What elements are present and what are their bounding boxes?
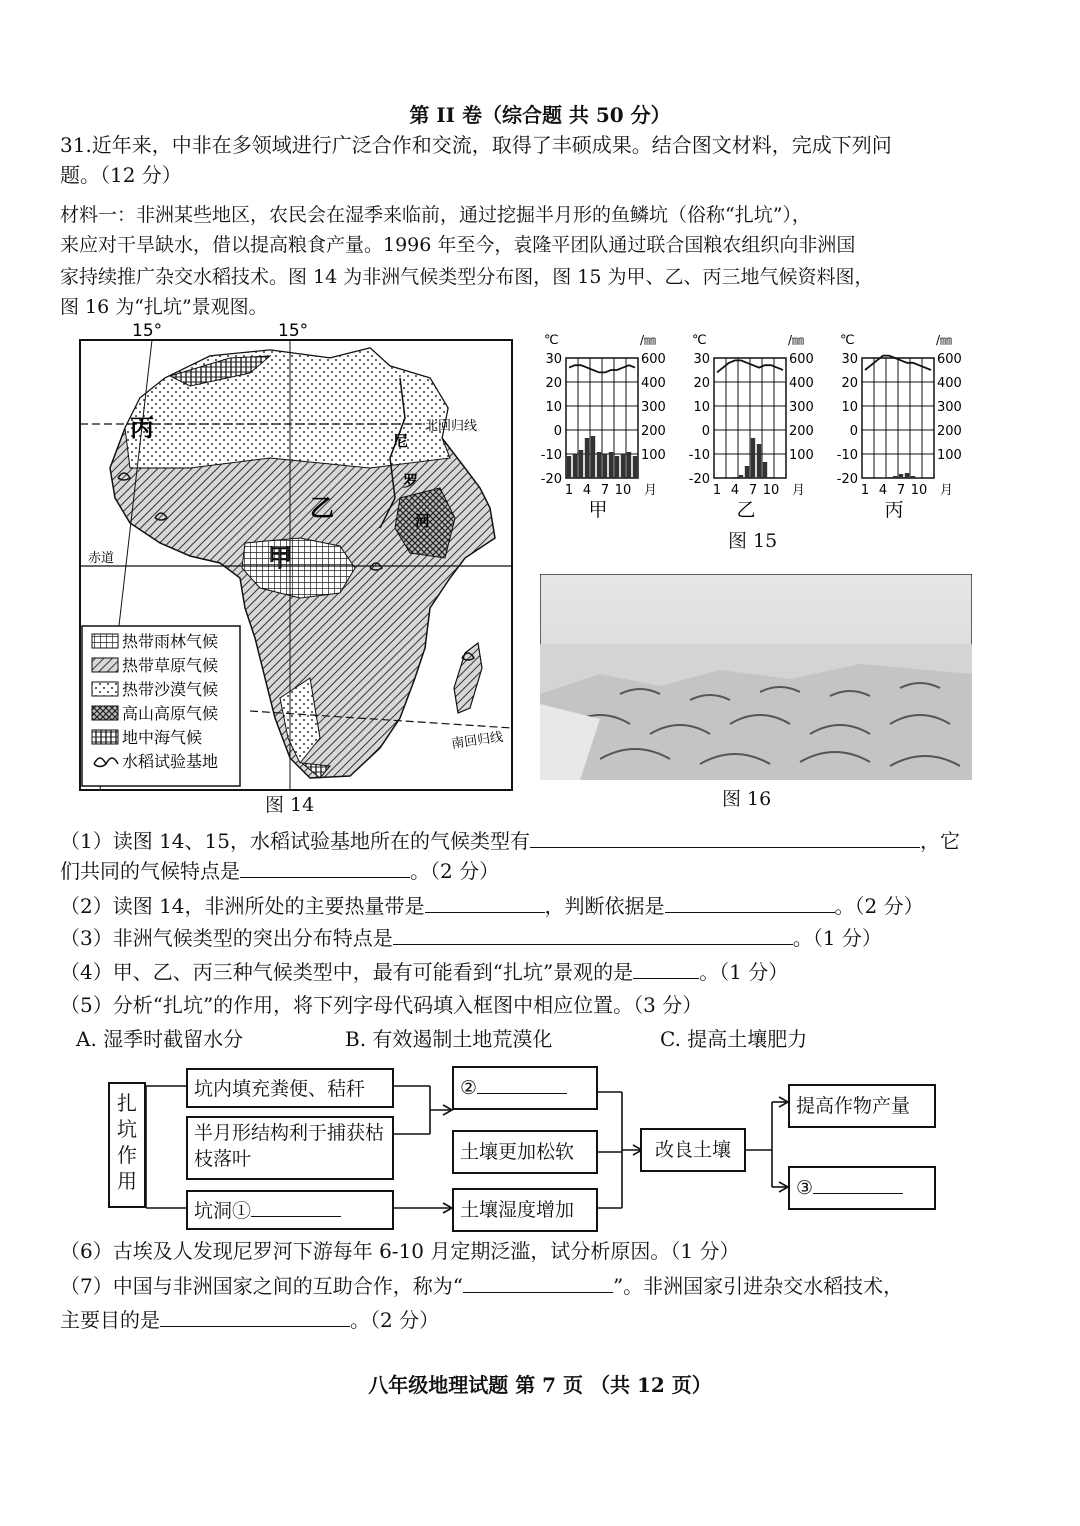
precip-tick-label: 300: [937, 400, 962, 415]
q1-text-d: 。（2 分）: [410, 859, 500, 883]
chart-label: 乙: [736, 499, 756, 518]
precip-tick-label: 300: [789, 400, 814, 415]
q2-blank-heat-zone[interactable]: [425, 890, 545, 913]
flow-box-yield: 提高作物产量: [788, 1084, 936, 1128]
q1-blank-climate-feature[interactable]: [240, 855, 410, 878]
x-tick-label: 月: [940, 483, 954, 498]
temp-tick-label: -20: [688, 472, 710, 487]
question-intro-line2: 题。（12 分）: [60, 163, 182, 187]
x-tick-label: 1: [860, 483, 870, 498]
blank-2[interactable]: [477, 1073, 567, 1094]
precip-tick-label: 400: [789, 376, 814, 391]
temp-tick-label: -20: [540, 472, 562, 487]
precip-tick-label: 100: [789, 448, 814, 463]
precip-tick-label: 100: [937, 448, 962, 463]
legend-label-desert: 热带沙漠气候: [122, 680, 219, 699]
lon-left-label: 15°: [132, 321, 163, 341]
flow-box-hole: [186, 1190, 394, 1230]
x-tick-label: 10: [614, 483, 632, 498]
q7-text-c: 主要目的是: [60, 1308, 160, 1332]
q7-text-d: 。（2 分）: [350, 1308, 440, 1332]
precip-tick-label: 200: [937, 424, 962, 439]
temp-tick-label: 0: [701, 424, 710, 439]
region-bing-label: 丙: [130, 414, 154, 442]
x-tick-label: 7: [748, 483, 758, 498]
river-luo-label: 罗: [403, 472, 419, 490]
q4-text-b: 。（1 分）: [699, 960, 789, 984]
q2-text-a: （2）读图 14，非洲所处的主要热量带是: [60, 894, 425, 918]
legend-swatch-highland: [92, 706, 118, 720]
q1-text-a: （1）读图 14、15，水稻试验基地所在的气候类型有: [60, 829, 530, 853]
precip-tick-label: 600: [937, 352, 962, 367]
q4-line: [60, 956, 788, 987]
river-ni-label: 尼: [393, 432, 409, 450]
temp-tick-label: 30: [693, 352, 710, 367]
equator-label: 赤道: [88, 551, 115, 566]
q1-text-b: ，它: [919, 829, 960, 853]
legend-label-rice: 水稻试验基地: [122, 752, 219, 771]
flow-box-3: [788, 1166, 936, 1210]
flow-box-soil-loose: 土壤更加松软: [452, 1130, 598, 1174]
option-b: B. 有效遏制土地荒漠化: [345, 1027, 553, 1051]
flow-box-hole-text: 坑洞①: [194, 1200, 252, 1222]
photo-caption: 图 16: [722, 788, 772, 810]
q3-line: [60, 922, 882, 953]
legend-swatch-mediterranean: [92, 730, 118, 744]
x-tick-label: 4: [878, 483, 888, 498]
precip-bar: [579, 450, 583, 478]
climate-charts: [530, 318, 970, 518]
q2-line: [60, 890, 924, 921]
climate-caption: 图 15: [728, 530, 778, 552]
page-footer: 八年级地理试题 第 7 页 （共 12 页）: [368, 1373, 712, 1397]
chart-label: 丙: [884, 499, 904, 518]
temp-tick-label: -10: [688, 448, 710, 463]
q3-text-b: 。（1 分）: [792, 926, 882, 950]
q7-blank-purpose[interactable]: [160, 1304, 350, 1327]
flow-box-soil-moisture: 土壤湿度增加: [452, 1188, 598, 1232]
precip-unit-label: /㎜: [788, 333, 805, 347]
q7-blank-cooperation[interactable]: [463, 1270, 613, 1293]
legend-label-highland: 高山高原气候: [122, 704, 219, 723]
q3-text-a: （3）非洲气候类型的突出分布特点是: [60, 926, 393, 950]
q7-text-b: ”。非洲国家引进杂交水稻技术，: [612, 1274, 904, 1298]
option-a: A. 湿季时截留水分: [76, 1027, 244, 1051]
tropic-cancer-label: 北回归线: [425, 419, 478, 434]
flow-box-fill: 坑内填充粪便、秸秆: [186, 1068, 394, 1108]
precip-bar: [893, 476, 897, 478]
region-yi-label: 乙: [310, 494, 334, 522]
flow-box-2: [452, 1066, 598, 1110]
x-tick-label: 10: [910, 483, 928, 498]
precip-bar: [911, 476, 915, 478]
temp-unit-label: ℃: [840, 333, 855, 348]
region-jia-label: 甲: [268, 544, 292, 572]
blank-3[interactable]: [813, 1173, 903, 1194]
blank-1[interactable]: [251, 1196, 341, 1217]
flow-box-2-label: ②: [460, 1077, 478, 1099]
x-tick-label: 4: [582, 483, 592, 498]
section-title: 第 II 卷（综合题 共 50 分）: [409, 103, 671, 127]
precip-bar: [591, 436, 595, 478]
precip-bar: [567, 456, 571, 478]
x-tick-label: 1: [564, 483, 574, 498]
temp-tick-label: 0: [553, 424, 562, 439]
flow-title-box: 扎坑作用: [108, 1082, 146, 1208]
precip-bar: [769, 477, 773, 478]
legend-label-mediterranean: 地中海气候: [122, 728, 203, 747]
precip-bar: [627, 452, 631, 478]
legend-swatch-desert: [92, 682, 118, 696]
precip-bar: [745, 466, 749, 478]
q7-line2: [60, 1304, 439, 1335]
q4-blank-answer[interactable]: [633, 956, 699, 979]
q5-line: （5）分析“扎坑”的作用，将下列字母代码填入框图中相应位置。（3 分）: [60, 993, 703, 1017]
q2-text-c: 。（2 分）: [834, 894, 924, 918]
q7-line1: [60, 1270, 903, 1301]
precip-bar: [609, 452, 613, 478]
q6-line: （6）古埃及人发现尼罗河下游每年 6-10 月定期泛滥，试分析原因。（1 分）: [60, 1239, 740, 1263]
zakeng-photo: [540, 574, 972, 780]
flow-box-half-moon: 半月形结构利于捕获枯枝落叶: [186, 1116, 394, 1180]
material-line2: 来应对干旱缺水，借以提高粮食产量。1996 年至今，袁隆平团队通过联合国粮农组织向非洲国: [60, 234, 856, 256]
temp-unit-label: ℃: [544, 333, 559, 348]
tropic-capricorn-label: 南回归线: [450, 729, 505, 752]
precip-tick-label: 600: [641, 352, 666, 367]
precip-bar: [899, 474, 903, 478]
temp-tick-label: 30: [841, 352, 858, 367]
flow-box-3-label: ③: [796, 1177, 814, 1199]
precip-bar: [763, 462, 767, 478]
precip-tick-label: 400: [641, 376, 666, 391]
legend-swatch-rainforest: [92, 634, 118, 648]
x-tick-label: 7: [600, 483, 610, 498]
x-tick-label: 月: [644, 483, 658, 498]
q1-text-c: 们共同的气候特点是: [60, 859, 240, 883]
temp-tick-label: 0: [849, 424, 858, 439]
option-c: C. 提高土壤肥力: [660, 1027, 808, 1051]
x-tick-label: 7: [896, 483, 906, 498]
temp-tick-label: -10: [836, 448, 858, 463]
lon-right-label: 15°: [278, 321, 309, 341]
precip-bar: [633, 456, 637, 478]
temp-tick-label: 20: [841, 376, 858, 391]
material-line3: 家持续推广杂交水稻技术。图 14 为非洲气候类型分布图，图 15 为甲、乙、丙三地气候资料图，: [60, 266, 874, 288]
chart-label: 甲: [588, 499, 608, 518]
temp-tick-label: 10: [841, 400, 858, 415]
precip-bar: [597, 452, 601, 478]
precip-bar: [887, 477, 891, 478]
legend-label-rainforest: 热带雨林气候: [122, 632, 219, 651]
precip-bar: [621, 454, 625, 478]
material-line1: 材料一：非洲某些地区，农民会在湿季来临前，通过挖掘半月形的鱼鳞坑（俗称“扎坑”），: [60, 204, 811, 226]
precip-unit-label: /㎜: [640, 333, 657, 347]
africa-climate-map: [70, 318, 520, 798]
precip-bar: [615, 456, 619, 478]
temp-tick-label: 30: [545, 352, 562, 367]
precip-bar: [905, 473, 909, 478]
q1-line2: [60, 855, 499, 886]
precip-bar: [739, 475, 743, 478]
precip-bar: [751, 438, 755, 478]
q2-blank-basis[interactable]: [665, 890, 835, 913]
x-tick-label: 1: [712, 483, 722, 498]
precip-tick-label: 200: [789, 424, 814, 439]
temp-tick-label: -20: [836, 472, 858, 487]
legend-swatch-savanna: [92, 658, 118, 672]
flow-box-improve-soil: 改良土壤: [640, 1128, 746, 1172]
x-tick-label: 月: [792, 483, 806, 498]
legend-label-savanna: 热带草原气候: [122, 656, 219, 675]
material-line4: 图 16 为“扎坑”景观图。: [60, 296, 268, 318]
temp-unit-label: ℃: [692, 333, 707, 348]
x-tick-label: 4: [730, 483, 740, 498]
q2-text-b: ，判断依据是: [544, 894, 665, 918]
map-caption: 图 14: [265, 794, 315, 816]
precip-bar: [733, 477, 737, 478]
precip-bar: [757, 444, 761, 478]
q4-text-a: （4）甲、乙、丙三种气候类型中，最有可能看到“扎坑”景观的是: [60, 960, 634, 984]
precip-tick-label: 200: [641, 424, 666, 439]
q1-blank-climate-types[interactable]: [530, 825, 920, 848]
q1-line1: [60, 825, 960, 856]
temp-tick-label: 20: [693, 376, 710, 391]
precip-tick-label: 400: [937, 376, 962, 391]
precip-tick-label: 600: [789, 352, 814, 367]
precip-tick-label: 300: [641, 400, 666, 415]
precip-tick-label: 100: [641, 448, 666, 463]
q3-blank-distribution[interactable]: [393, 922, 793, 945]
precip-bar: [585, 438, 589, 478]
river-he-label: 河: [415, 512, 431, 530]
precip-unit-label: /㎜: [936, 333, 953, 347]
question-intro-line1: 31.近年来，中非在多领域进行广泛合作和交流，取得了丰硕成果。结合图文材料，完成下列问: [60, 133, 892, 157]
temp-tick-label: 10: [693, 400, 710, 415]
temp-tick-label: 20: [545, 376, 562, 391]
q7-text-a: （7）中国与非洲国家之间的互助合作，称为“: [60, 1274, 463, 1298]
temp-tick-label: -10: [540, 448, 562, 463]
x-tick-label: 10: [762, 483, 780, 498]
precip-bar: [573, 454, 577, 478]
temp-tick-label: 10: [545, 400, 562, 415]
precip-bar: [603, 454, 607, 478]
